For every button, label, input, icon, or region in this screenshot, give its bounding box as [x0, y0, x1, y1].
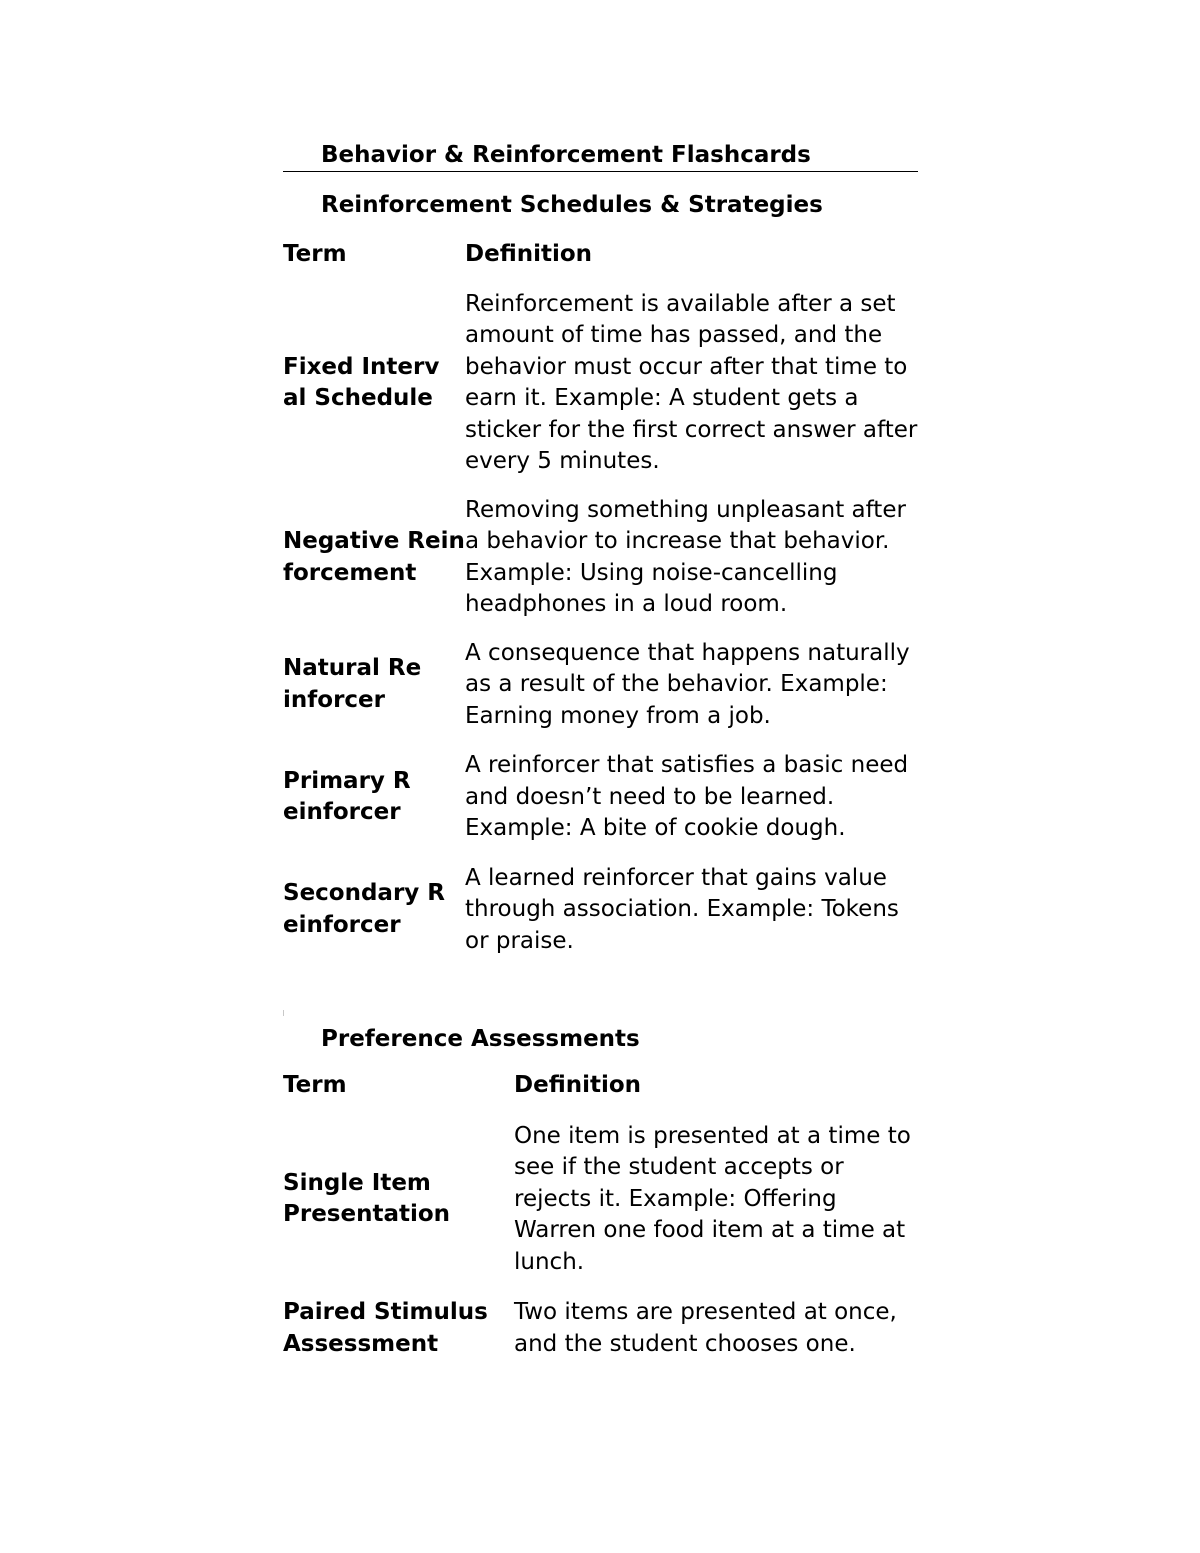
table-row	[283, 1121, 918, 1298]
definition-cell: A learned reinforcer that gains value through association. Example: Tokens or praise.	[465, 864, 899, 954]
section-title-reinforcement: Reinforcement Schedules & Strategies	[321, 192, 823, 218]
section-title-preference: Preference Assessments	[321, 1026, 640, 1052]
table-row	[283, 750, 918, 863]
reinforcement-table	[283, 239, 918, 957]
term-cell: Single Item Presentation	[283, 1169, 451, 1228]
term-column-header: Term	[283, 1072, 347, 1098]
stray-mark	[283, 1010, 284, 1016]
definition-cell: A consequence that happens naturally as a result of the behavior. Example: Earning money from a job.	[465, 639, 910, 729]
preference-table	[283, 1070, 918, 1360]
definition-cell: A reinforcer that satisfies a basic need and doesn’t need to be learned. Example: A bite of cookie dough.	[465, 752, 909, 841]
document-page	[283, 140, 918, 1360]
term-cell: Negative Reinforcement	[283, 528, 465, 586]
table-header-row	[283, 239, 918, 289]
definition-column-header: Definition	[514, 1072, 642, 1098]
definition-column-header: Definition	[465, 241, 593, 267]
table-row	[283, 1297, 918, 1360]
table-row	[283, 638, 918, 751]
table-header-row	[283, 1070, 918, 1121]
definition-cell: Two items are presented at once, and the student chooses one.	[514, 1299, 897, 1357]
definition-cell: Reinforcement is available after a set amount of time has passed, and the behavior must occur after that time to earn it. Example: A student gets a sticker for the first correct answer after every 5 minutes.	[465, 290, 918, 474]
term-cell: Natural Reinforcer	[283, 655, 422, 713]
table-row	[283, 289, 918, 495]
term-cell: Paired Stimulus Assessment	[283, 1299, 488, 1357]
table-row	[283, 495, 918, 638]
term-cell: Fixed Interval Schedule	[283, 353, 440, 411]
table-row	[283, 863, 918, 958]
term-column-header: Term	[283, 241, 347, 267]
definition-cell: Removing something unpleasant after a behavior to increase that behavior. Example: Using noise-cancelling headphones in a loud room.	[465, 496, 906, 617]
term-cell: Primary Reinforcer	[283, 767, 411, 826]
term-cell: Secondary Reinforcer	[283, 880, 446, 938]
definition-cell: One item is presented at a time to see if the student accepts or rejects it. Example: Offering Warren one food item at a time at lunch.	[514, 1122, 911, 1275]
document-title: Behavior & Reinforcement Flashcards	[283, 140, 918, 172]
